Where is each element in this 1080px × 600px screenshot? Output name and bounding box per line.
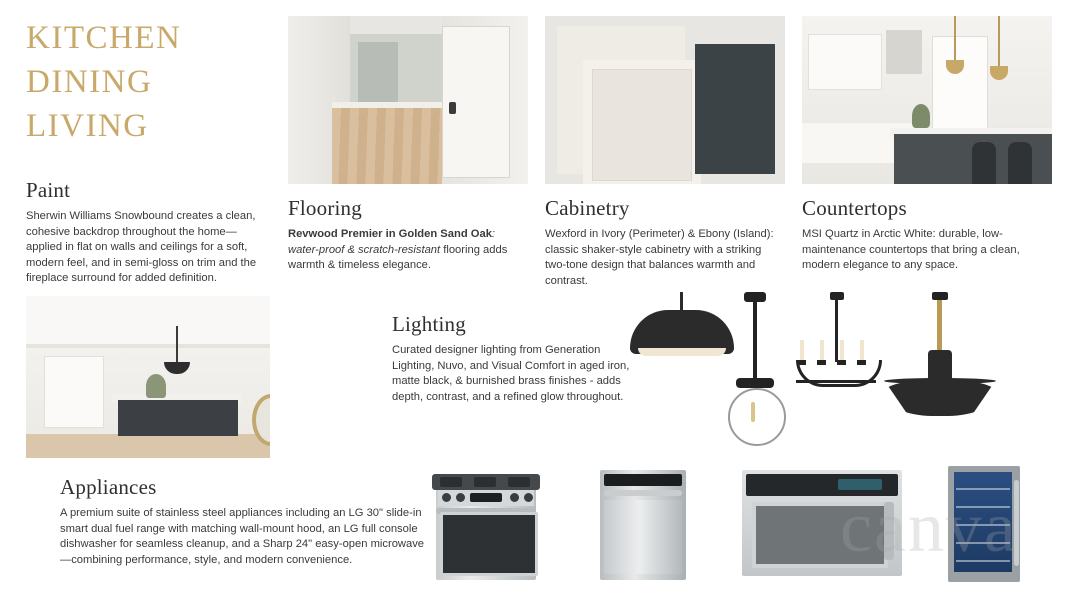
dark-island xyxy=(118,400,238,436)
countertops-description: MSI Quartz in Arctic White: durable, low-maintenance countertops that bring a clean, modern elegance to any space. xyxy=(802,228,1020,272)
chandelier-rod xyxy=(835,300,838,362)
slide-in-range-image xyxy=(430,468,542,580)
dishwasher-handle xyxy=(604,490,682,496)
lighting-section xyxy=(392,312,637,405)
flooring-product-name: Revwood Premier in Golden Sand Oak xyxy=(288,228,492,240)
flooring-photo xyxy=(288,16,528,184)
candle-holder xyxy=(837,360,846,365)
flooring-description-rest: flooring adds warmth & timeless elegance. xyxy=(288,243,508,272)
candle-holder xyxy=(857,360,866,365)
black-drum-pendant-image xyxy=(630,292,734,370)
dome-shade xyxy=(884,380,996,416)
pendant-cord xyxy=(680,292,683,312)
bar-stool xyxy=(972,142,996,184)
candle-holder xyxy=(817,360,826,365)
pendant-cord xyxy=(998,16,1000,68)
black-brass-dome-pendant-image xyxy=(884,292,996,442)
cabinetry-description: Wexford in Ivory (Perimeter) & Ebony (Island): classic shaker-style cabinetry with a striking two-tone design that balances warmth and contrast. xyxy=(545,228,774,287)
appliances-heading: Appliances xyxy=(60,475,157,499)
lighting-heading: Lighting xyxy=(392,312,466,336)
countertops-photo xyxy=(802,16,1052,184)
dishwasher-image xyxy=(600,470,686,580)
control-knob xyxy=(524,493,533,502)
candle-bulb xyxy=(840,340,844,360)
upper-cabinets xyxy=(808,34,882,90)
chandelier-bar xyxy=(796,380,876,383)
flooring-section xyxy=(288,196,528,274)
burner-grate xyxy=(508,477,530,487)
cabinetry-photo xyxy=(545,16,785,184)
ceiling-cap xyxy=(932,292,948,300)
control-knob xyxy=(442,493,451,502)
glass-globe xyxy=(728,388,786,446)
console-panel xyxy=(604,474,682,486)
candle-bulb xyxy=(800,340,804,360)
door-handle-icon xyxy=(449,102,456,114)
page-title xyxy=(26,16,276,148)
countertops-section xyxy=(802,196,1052,274)
shaker-panel xyxy=(583,60,701,184)
plant-decor xyxy=(146,374,166,398)
ceiling xyxy=(26,296,270,348)
ceiling-cap xyxy=(744,292,766,302)
ivory-cabinet-sample xyxy=(557,26,685,174)
ebony-cabinet-sample xyxy=(695,44,775,174)
watermark: canva xyxy=(840,487,1018,567)
filament-bulb xyxy=(751,402,755,422)
pendant-rod xyxy=(753,302,757,380)
ceiling-cap xyxy=(830,292,844,300)
dishwasher-door xyxy=(604,500,682,574)
bar-stool xyxy=(1008,142,1032,184)
control-knob xyxy=(510,493,519,502)
flooring-description xyxy=(288,227,528,274)
brass-rod xyxy=(937,300,942,352)
range-display xyxy=(470,493,502,502)
control-knob xyxy=(456,493,465,502)
paint-description: Sherwin Williams Snowbound creates a clean, cohesive backdrop throughout the home—applied in flat on walls and ceilings for a soft, modern feel, and in semi-gloss on trim and the fireplace surround for added definition. xyxy=(26,210,257,285)
page-title-line-3: LIVING xyxy=(26,108,149,144)
appliances-description: A premium suite of stainless steel appliances including an LG 30" slide-in smart dual fuel range with matching wall-mount hood, an LG full console dishwasher for seamless cleanup, and a Sharp 24" easy-open microwave—combining performance, style, and modern convenience. xyxy=(60,507,425,566)
clear-globe-pendant-image xyxy=(724,292,786,452)
candle-bulb xyxy=(860,340,864,360)
paint-section xyxy=(26,178,270,287)
lighting-description: Curated designer lighting from Generation Lighting, Nuvo, and Visual Comfort in aged iron, matte black, & burnished brass finishes - adds depth, contrast, and a refined glow throughout. xyxy=(392,344,630,403)
diffuser xyxy=(638,348,726,356)
cabinetry-section xyxy=(545,196,785,289)
cabinetry-heading: Cabinetry xyxy=(545,196,630,220)
plant-decor xyxy=(912,104,930,128)
range-hood xyxy=(886,30,922,74)
appliances-section xyxy=(60,475,430,568)
pendant-cord xyxy=(954,16,956,62)
ceiling-beam xyxy=(26,344,270,348)
flooring-heading: Flooring xyxy=(288,196,362,220)
page-title-line-1: KITCHEN xyxy=(26,20,182,56)
pendant-cord xyxy=(176,326,178,366)
page-title-line-2: DINING xyxy=(26,64,153,100)
flooring-product-feature: : water-proof & scratch-resistant xyxy=(288,228,496,256)
wall-opening xyxy=(44,356,104,428)
candle-bulb xyxy=(820,340,824,360)
oven-door xyxy=(440,512,538,576)
livingroom-photo xyxy=(26,296,270,458)
candle-holder xyxy=(797,360,806,365)
hallway-back-doorway xyxy=(358,42,398,104)
burner-grate xyxy=(440,477,462,487)
paint-heading: Paint xyxy=(26,178,71,202)
wood-floor xyxy=(26,434,270,458)
matte-black-chandelier-image xyxy=(792,292,880,448)
burner-grate xyxy=(474,477,496,487)
countertops-heading: Countertops xyxy=(802,196,907,220)
fitter-ring xyxy=(736,378,774,388)
